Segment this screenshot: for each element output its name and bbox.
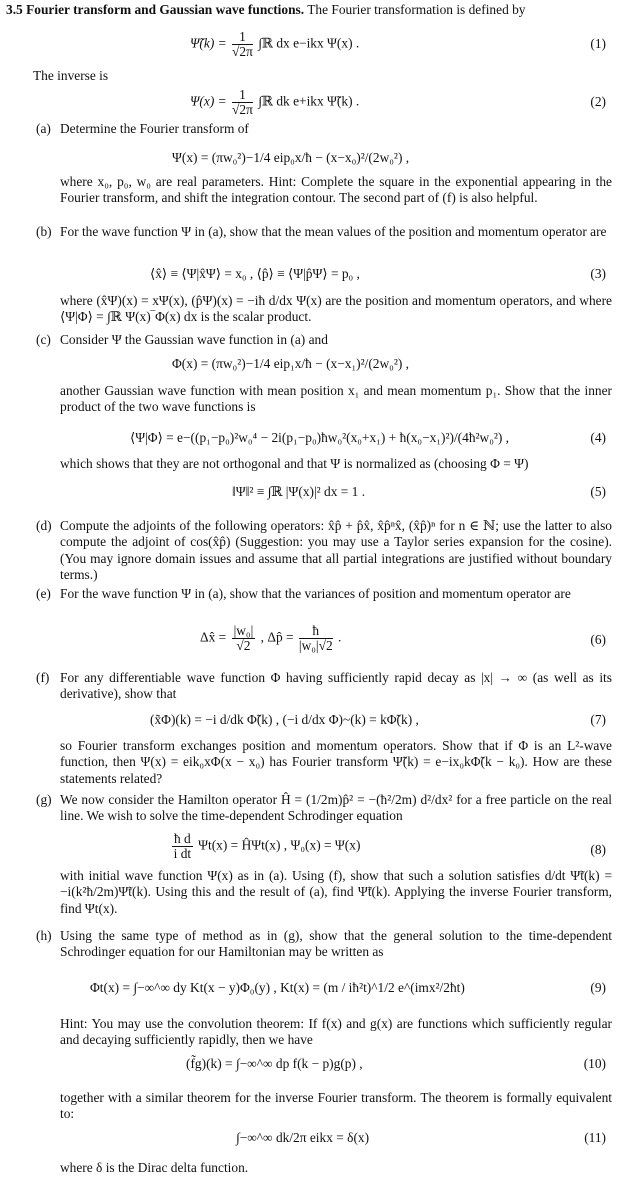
section-title: Fourier transform and Gaussian wave functions. xyxy=(26,2,305,17)
part-c-label: (c) xyxy=(36,332,51,347)
part-c-text: Consider Ψ the Gaussian wave function in (a) and xyxy=(60,332,328,347)
eq11-tag: (11) xyxy=(584,1130,606,1145)
inverse-label: The inverse is xyxy=(33,68,109,83)
eq3-tag: (3) xyxy=(590,266,606,281)
part-c-shows: which shows that they are not orthogonal and that Ψ is normalized as (choosing Φ = Ψ) xyxy=(60,456,529,471)
part-h-where: where δ is the Dirac delta function. xyxy=(60,1160,249,1175)
eq4-tag: (4) xyxy=(590,430,606,445)
equation-11: ∫−∞^∞ dk/2π eikx = δ(x) (11) xyxy=(236,1130,606,1145)
eq6-tag: (6) xyxy=(590,632,606,647)
part-d-text: Compute the adjoints of the following operators: x̂p̂ + p̂x̂, x̂p̂ⁿx̂, (x̂p̂)ⁿ for n ∈ ℕ; use the latter to also compute the adjoint of cos(x̂p̂) (Suggestion: you may use a Taylor series expansion for the cosine). (You may ignore domain issues and assume that all partial integrations are justified without boundary terms.) xyxy=(60,518,612,583)
equation-10: (f̃g)(k) = ∫−∞^∞ dp f(k − p)g(p) , (10) xyxy=(186,1056,606,1071)
equation-4: ⟨Ψ|Φ⟩ = e−((p₁−p₀)²w₀⁴ − 2i(p₁−p₀)ħw₀²(x₀+x₁) + ħ(x₀−x₁)²)/(4ħ²w₀²) , (4) xyxy=(130,430,606,445)
equation-6: Δx̂ = $\frac{\text{|w₀|}}{√2}$ , Δp̂ = $\frac{ħ}{\text{|w₀|√2}}$ . (6) xyxy=(200,623,606,654)
eq8-tag: (8) xyxy=(590,842,606,857)
eq1-tag: (1) xyxy=(590,36,606,51)
equation-8: $\frac{\text{ħ d}}{\text{i dt}}$ Ψt(x) = ĤΨt(x) , Ψ₀(x) = Ψ(x) (8) xyxy=(173,831,606,862)
section-number: 3.5 xyxy=(6,2,23,17)
part-f-label: (f) xyxy=(36,670,50,685)
section-intro: The Fourier transformation is defined by xyxy=(307,2,526,17)
equation-5: ‖Ψ‖² ≡ ∫ℝ |Ψ(x)|² dx = 1 . (5) xyxy=(232,484,606,499)
part-b-label: (b) xyxy=(36,224,52,239)
equation-3: ⟨x̂⟩ ≡ ⟨Ψ|x̂Ψ⟩ = x₀ , ⟨p̂⟩ ≡ ⟨Ψ|p̂Ψ⟩ = p₀ , (3) xyxy=(150,266,606,281)
eq5-tag: (5) xyxy=(590,484,606,499)
eq2-tag: (2) xyxy=(590,94,606,109)
part-a-label: (a) xyxy=(36,121,51,136)
eq10-tag: (10) xyxy=(583,1056,606,1071)
part-f-text: For any differentiable wave function Φ having sufficiently rapid decay as |x| → ∞ (as well as its derivative), show that xyxy=(60,670,612,702)
eq1-rest: ∫ℝ dx e−ikx Ψ(x) . xyxy=(258,35,360,51)
part-g-text: We now consider the Hamilton operator Ĥ = (1/2m)p̂² = −(ħ²/2m) d²/dx² for a free particle on the real line. We wish to solve the time-dependent Schrodinger equation xyxy=(60,792,612,824)
equation-9: Φt(x) = ∫−∞^∞ dy Kt(x − y)Φ₀(y) , Kt(x) = (m / iħ²t)^1/2 e^(imx²/2ħt) (9) xyxy=(90,980,606,995)
part-c-equation: Φ(x) = (πw₀²)−1/4 eip₁x/ħ − (x−x₁)²/(2w₀²) , xyxy=(172,356,410,371)
part-b-text: For the wave function Ψ in (a), show that the mean values of the position and momentum operator are xyxy=(60,224,607,239)
part-h-together: together with a similar theorem for the inverse Fourier transform. The theorem is formally equivalent to: xyxy=(60,1090,612,1122)
eq9-tag: (9) xyxy=(590,980,606,995)
part-e-label: (e) xyxy=(36,586,51,601)
equation-2: Ψ(x) = $\frac{1}{√2\pi}$ ∫ℝ dk e+ikx Ψ̃(k) . (2) xyxy=(190,87,606,118)
part-b-where: where (x̂Ψ)(x) = xΨ(x), (p̂Ψ)(x) = −iħ d/dx Ψ(x) are the position and momentum operators, and where ⟨Ψ|Φ⟩ = ∫ℝ Ψ(x)‾Φ(x) dx is the scalar product. xyxy=(60,293,612,325)
part-f-more: so Fourier transform exchanges position and momentum operators. Show that if Φ is an L²-wave function, then Ψ(x) = eik₀xΦ(x − x₀) has Fourier transform Ψ̃(k) = e−ix₀kΦ̃(k − k₀). How are these statements related? xyxy=(60,738,612,786)
section-heading xyxy=(6,2,612,18)
part-e-text: For the wave function Ψ in (a), show that the variances of position and momentum operator are xyxy=(60,586,571,601)
part-h-label: (h) xyxy=(36,928,52,943)
part-a-where: where x₀, p₀, w₀ are real parameters. Hint: Complete the square in the exponential appearing in the Fourier transform, and shift the integration contour. The second part of (f) is also helpful. xyxy=(60,174,612,206)
eq1-lhs: Ψ̃(k) = xyxy=(190,35,227,51)
equation-7: (x̃Φ)(k) = −i d/dk Φ̃(k) , (−i d/dx Φ)~(k) = kΦ̃(k) , (7) xyxy=(150,712,606,727)
part-a-equation: Ψ(x) = (πw₀²)−1/4 eip₀x/ħ − (x−x₀)²/(2w₀²) , xyxy=(172,150,410,165)
part-h-hint: Hint: You may use the convolution theorem: If f(x) and g(x) are functions which sufficiently regular and decaying sufficiently rapidly, then we have xyxy=(60,1016,612,1048)
part-d-label: (d) xyxy=(36,518,52,533)
part-c-more: another Gaussian wave function with mean position x₁ and mean momentum p₁. Show that the inner product of the two wave functions is xyxy=(60,383,612,415)
eq7-tag: (7) xyxy=(590,712,606,727)
part-g-more: with initial wave function Ψ(x) as in (a). Using (f), show that such a solution satisfies d/dt Ψ̃t(k) = −i(k²ħ/2m)Ψ̃t(k). Using this and the result of (a), find Ψ̃t(k). Applying the inverse Fourier transform, find Ψt(x). xyxy=(60,868,612,916)
part-g-label: (g) xyxy=(36,792,52,807)
equation-1: Ψ̃(k) = $\frac{1}{√2\pi}$ ∫ℝ dx e−ikx Ψ(x) . (1) xyxy=(190,29,606,60)
part-a-text: Determine the Fourier transform of xyxy=(60,121,249,136)
part-h-text: Using the same type of method as in (g), show that the general solution to the time-dependent Schrodinger equation for our Hamiltonian may be written as xyxy=(60,928,612,960)
